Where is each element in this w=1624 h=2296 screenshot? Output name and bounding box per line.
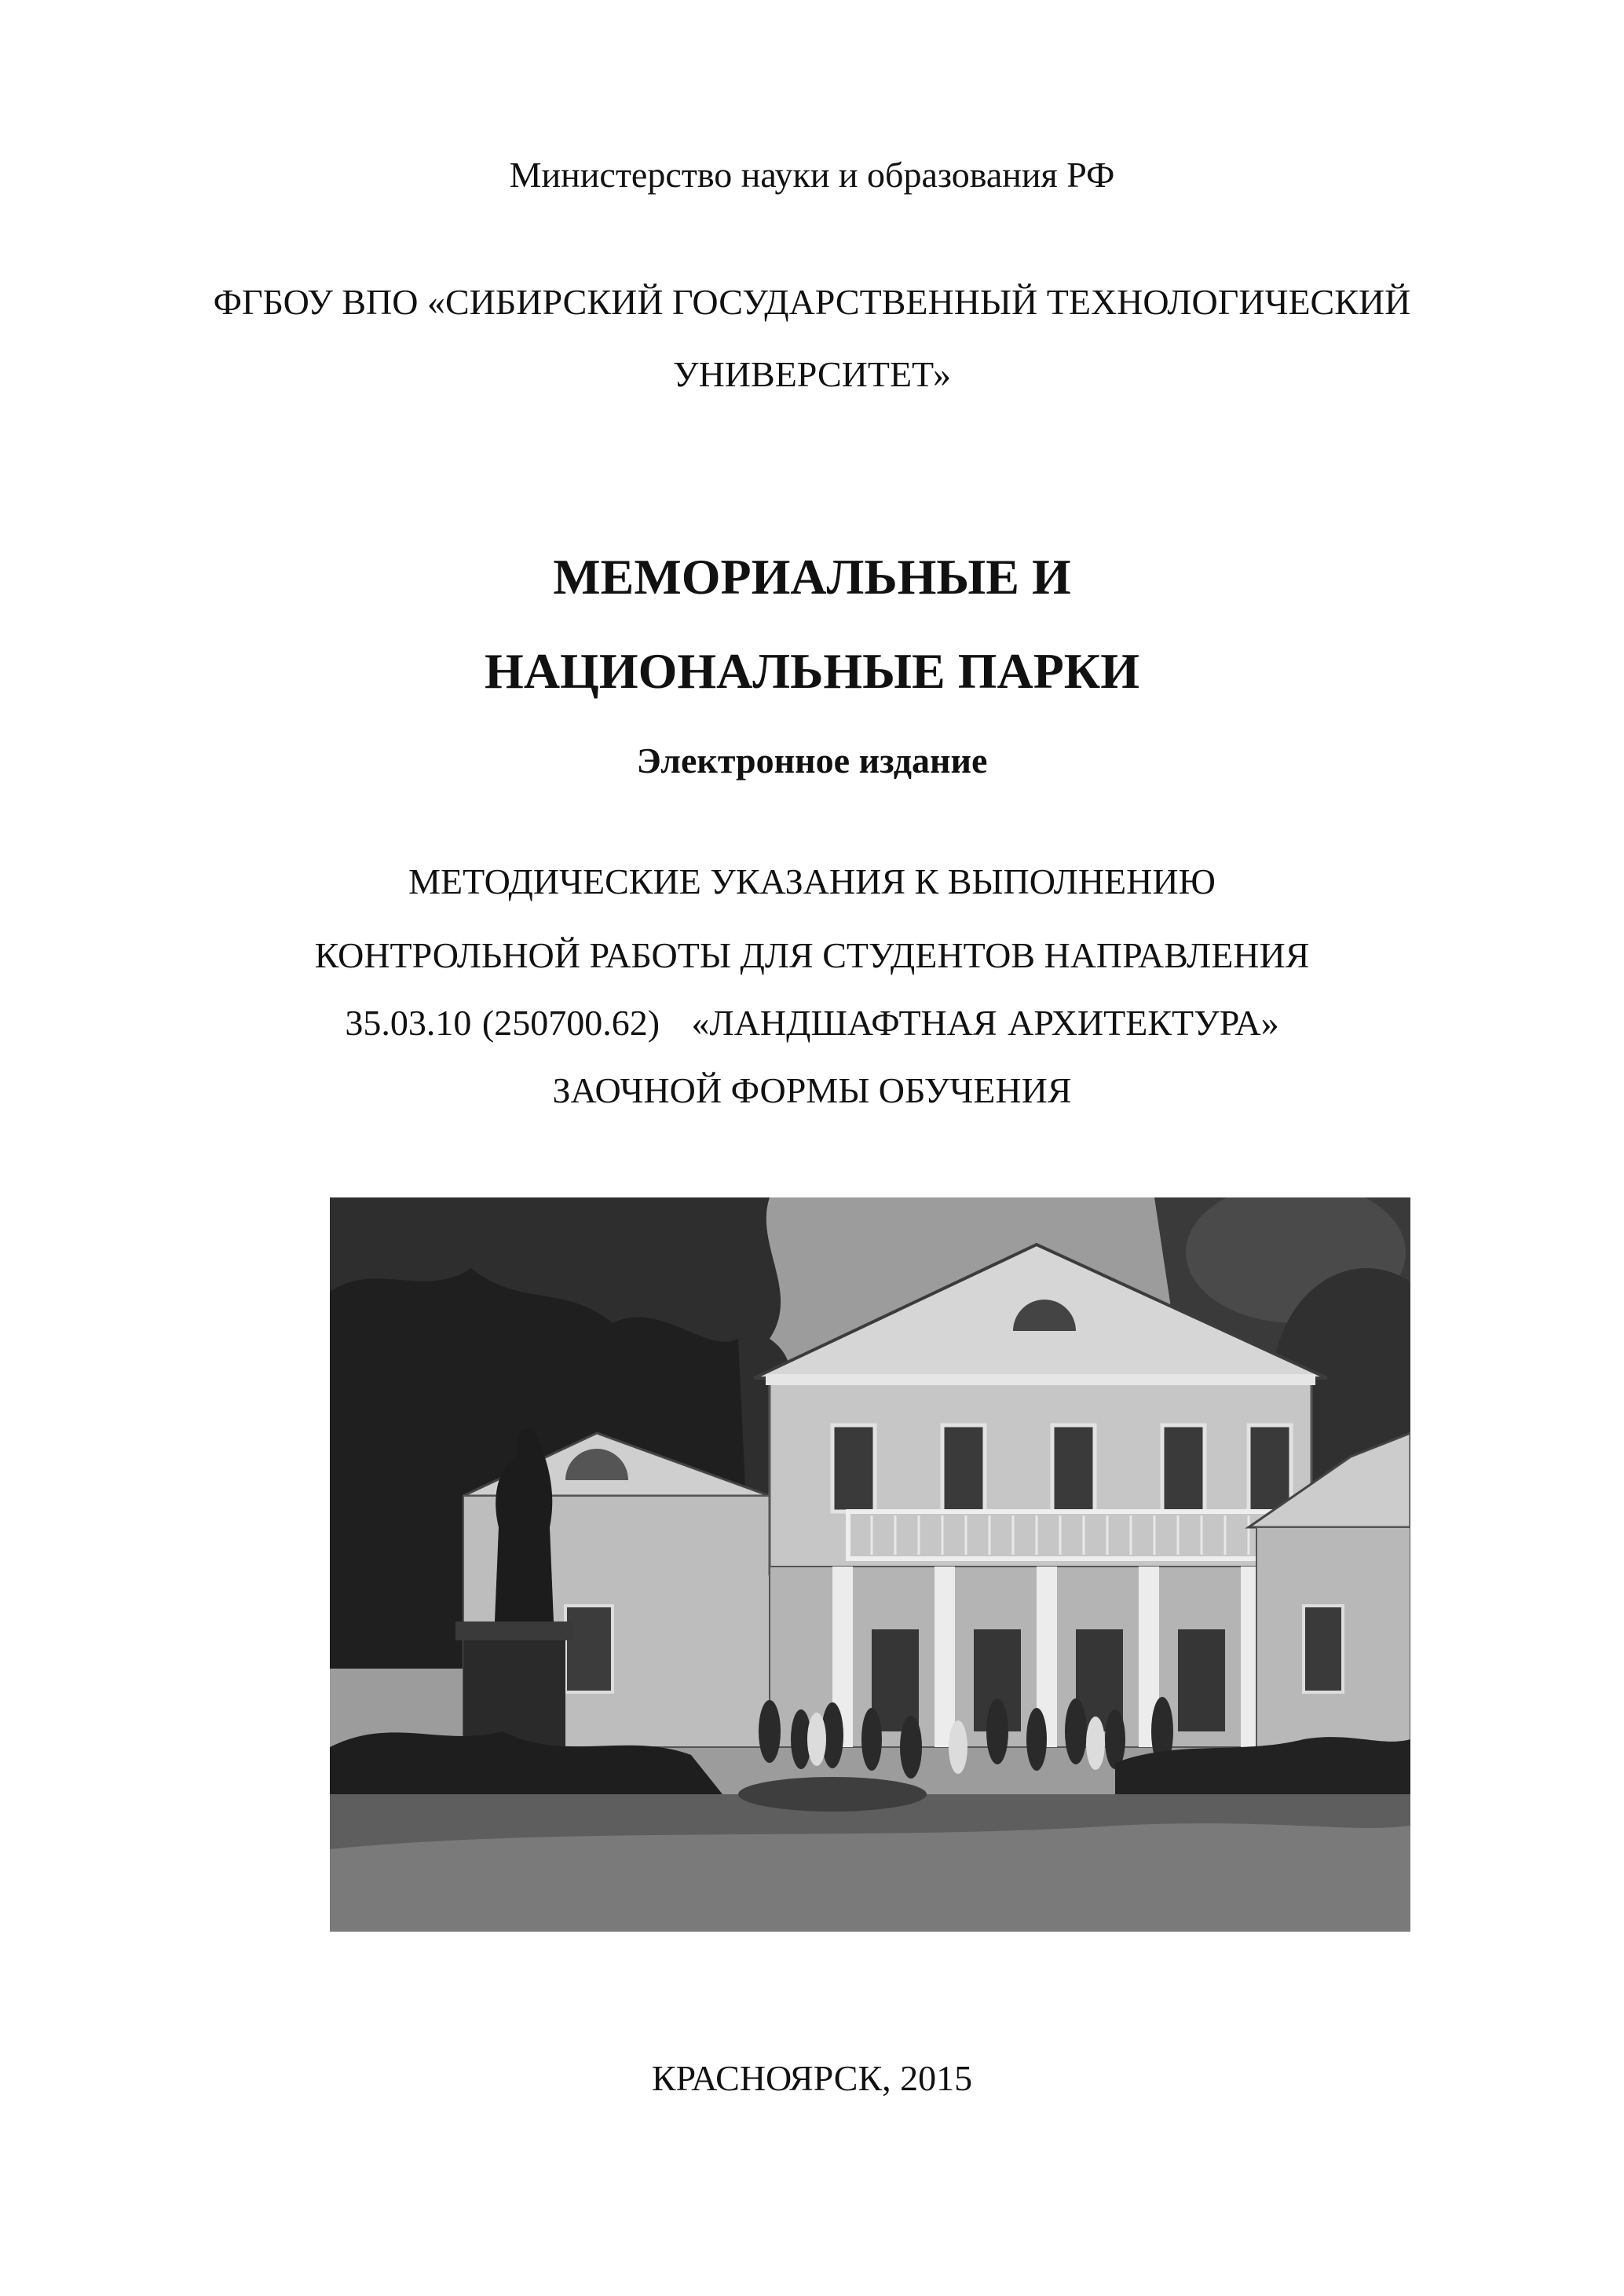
subtitle-line3: 35.03.10 (250700.62) «ЛАНДШАФТНАЯ АРХИТЕКТУРА» xyxy=(345,1003,1279,1043)
city-and-year: КРАСНОЯРСК, 2015 xyxy=(651,2058,973,2098)
document-title-line1: МЕМОРИАЛЬНЫЕ И xyxy=(553,549,1071,605)
subtitle-line2: КОНТРОЛЬНОЙ РАБОТЫ ДЛЯ СТУДЕНТОВ НАПРАВЛЕНИЯ xyxy=(314,935,1310,975)
university-name-line2: УНИВЕРСИТЕТ» xyxy=(673,354,951,394)
ministry-name: Министерство науки и образования РФ xyxy=(509,155,1115,195)
estate-house-photo xyxy=(330,1197,1410,1932)
subtitle-line1: МЕТОДИЧЕСКИЕ УКАЗАНИЯ К ВЫПОЛНЕНИЮ xyxy=(408,861,1216,901)
edition-label: Электронное издание xyxy=(636,740,988,781)
university-name-line1: ФГБОУ ВПО «СИБИРСКИЙ ГОСУДАРСТВЕННЫЙ ТЕХНОЛОГИЧЕСКИЙ xyxy=(213,282,1411,322)
estate-house-illustration xyxy=(330,1197,1410,1932)
document-title-line2: НАЦИОНАЛЬНЫЕ ПАРКИ xyxy=(485,643,1139,699)
subtitle-line4: ЗАОЧНОЙ ФОРМЫ ОБУЧЕНИЯ xyxy=(552,1070,1072,1110)
